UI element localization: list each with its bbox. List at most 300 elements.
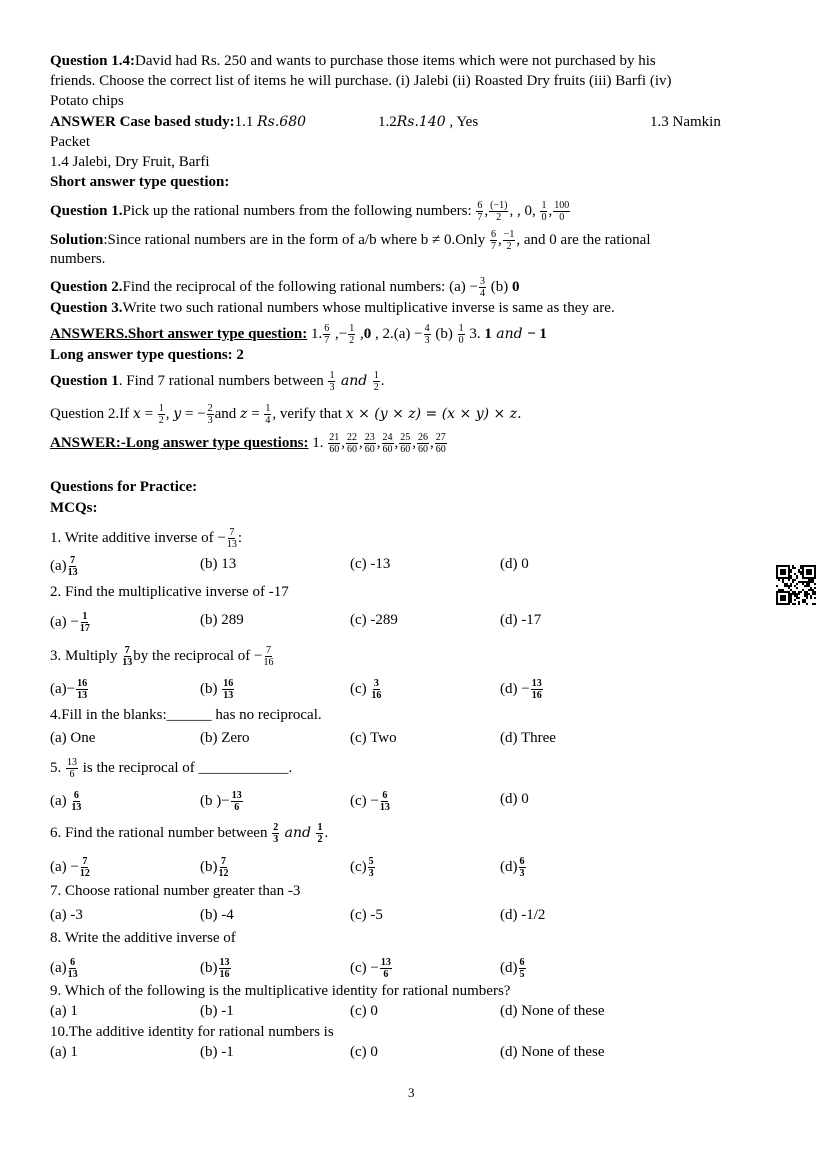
denominator: 4	[265, 415, 271, 426]
fraction	[207, 403, 214, 426]
text: (b)	[200, 680, 222, 697]
fraction	[519, 856, 526, 879]
text-line	[50, 882, 300, 900]
numerator: 1	[82, 611, 88, 622]
denominator: 60	[347, 444, 358, 455]
answer-option	[50, 957, 79, 980]
denominator: 2	[506, 241, 512, 252]
text: 1.	[307, 325, 323, 342]
denominator: 0	[458, 335, 464, 346]
answer-option	[50, 678, 89, 701]
denominator: 13	[77, 690, 88, 701]
text: ,	[165, 405, 174, 422]
text: 3. Multiply	[50, 647, 122, 664]
text: (c) -289	[350, 612, 398, 628]
denominator: 3	[273, 834, 279, 845]
text: numbers.	[50, 251, 106, 267]
fraction	[222, 678, 234, 701]
numerator: 1	[458, 323, 464, 334]
answer-option	[350, 957, 393, 980]
options-row	[50, 790, 770, 812]
fraction	[80, 611, 90, 634]
numerator: 13	[219, 957, 230, 968]
answer-option	[500, 555, 529, 573]
answer-option	[200, 856, 230, 879]
answer-option	[500, 957, 527, 980]
text: (d) None of these	[500, 1044, 605, 1060]
options-row	[50, 611, 770, 633]
bold-text: Long answer type questions: 2	[50, 347, 244, 363]
fraction	[316, 822, 323, 845]
bold-text: Question 3.	[50, 300, 123, 316]
denominator: 17	[79, 623, 90, 634]
numerator: 1	[265, 403, 271, 414]
answer-option	[500, 1043, 605, 1061]
fraction	[68, 555, 78, 578]
denominator: 2	[373, 382, 379, 393]
denominator: 0	[541, 212, 547, 223]
math-text: and	[280, 824, 316, 841]
text: 1.4 Jalebi, Dry Fruit, Barfi	[50, 154, 210, 170]
numerator: 1	[373, 370, 379, 381]
answer-option	[200, 957, 232, 980]
options-row	[50, 906, 770, 928]
text: (a)	[50, 792, 71, 809]
answer-option	[200, 555, 236, 573]
bold-text: Short answer type question:	[50, 174, 230, 190]
answer-option	[200, 611, 244, 629]
math-text: Rs.140	[396, 114, 446, 130]
text: (a) −	[50, 613, 79, 630]
text: (b) 13	[200, 556, 237, 572]
text: (c)	[350, 858, 367, 875]
math-text: x	[132, 405, 141, 422]
answer-item	[50, 113, 306, 131]
text: (c)	[350, 680, 371, 697]
denominator: 2	[317, 834, 323, 845]
numerator: 13	[67, 757, 77, 768]
fraction	[264, 645, 274, 668]
denominator: 5	[519, 969, 525, 980]
text: , 2.(a) −	[371, 325, 423, 342]
text-line	[50, 1023, 334, 1041]
denominator: 60	[400, 444, 411, 455]
fraction	[371, 678, 381, 701]
denominator: 60	[364, 444, 375, 455]
answer-option	[50, 555, 79, 578]
denominator: 16	[263, 657, 274, 668]
fraction	[323, 323, 330, 346]
text-line	[50, 403, 522, 426]
denominator: 7	[324, 335, 330, 346]
text: friends. Choose the correct list of items he will purchase. (i) Jalebi (ii) Roasted Dry fruits (iii) Barfi (iv)	[50, 73, 672, 89]
text: (c) -13	[350, 556, 391, 572]
text: 7. Choose rational number greater than -3	[50, 883, 301, 899]
text: ,	[394, 434, 399, 451]
numerator: 1	[158, 403, 164, 414]
text: (b )−	[200, 792, 230, 809]
numerator: 3	[373, 678, 379, 689]
denominator: 13	[71, 802, 82, 813]
text: 8. Write the additive inverse of	[50, 930, 236, 946]
bold-text: 0	[511, 278, 520, 295]
text-line	[50, 645, 275, 668]
numerator: 6	[519, 957, 525, 968]
answer-option	[500, 906, 545, 924]
answer-option	[200, 1002, 234, 1020]
denominator: 13	[122, 657, 133, 668]
fraction	[479, 276, 486, 299]
text: , , 0,	[509, 202, 540, 219]
bold-text: Question 2.	[50, 278, 123, 295]
fraction	[531, 678, 543, 701]
math-text: Rs.680	[257, 114, 307, 130]
denominator: 60	[435, 444, 446, 455]
numerator: 4	[424, 323, 430, 334]
numerator: 6	[519, 856, 525, 867]
text-line	[50, 822, 328, 845]
answer-option	[50, 790, 82, 813]
answer-option	[50, 1043, 78, 1061]
denominator: 16	[371, 690, 382, 701]
options-row	[50, 555, 770, 577]
text: by the reciprocal of −	[133, 647, 263, 664]
qr-code-icon[interactable]	[776, 565, 816, 605]
denominator: 12	[79, 868, 90, 879]
text-line	[50, 346, 244, 364]
text-line	[50, 370, 384, 393]
text-line	[50, 757, 292, 780]
answer-option	[50, 611, 91, 634]
answer-option	[350, 611, 398, 629]
fraction	[476, 200, 483, 223]
text: (b)	[200, 959, 218, 976]
fraction	[458, 323, 465, 346]
text: 1.3 Namkin	[650, 114, 721, 130]
text: (b)	[431, 325, 457, 342]
text-line	[50, 92, 124, 110]
text: , verify that	[272, 405, 346, 422]
text: (d) Three	[500, 730, 556, 746]
numerator: 16	[77, 678, 88, 689]
numerator: 3	[479, 276, 485, 287]
fraction	[68, 957, 78, 980]
text: Write two such rational numbers whose multiplicative inverse is same as they are.	[122, 300, 615, 316]
math-text: y	[173, 405, 182, 422]
numerator: 13	[231, 790, 242, 801]
numerator: 6	[73, 790, 79, 801]
denominator: 6	[69, 769, 75, 780]
text: 1.	[308, 434, 328, 451]
fraction	[328, 432, 340, 455]
text: (d) -1/2	[500, 907, 546, 923]
bold-text: Question 1	[50, 372, 119, 389]
bold-text: 1	[484, 325, 492, 342]
answer-option	[500, 611, 541, 629]
text: 1.2	[378, 114, 397, 130]
fraction	[219, 957, 231, 980]
answer-option	[50, 856, 91, 879]
denominator: 13	[67, 567, 78, 578]
text: 2. Find the multiplicative inverse of -17	[50, 584, 289, 600]
numerator: 1	[349, 323, 355, 334]
text: (d)	[500, 959, 518, 976]
text: . Find 7 rational numbers between	[118, 372, 328, 389]
text: (b) 289	[200, 612, 244, 628]
text: ,	[430, 434, 434, 451]
numerator: 1	[317, 822, 323, 833]
text-line	[50, 299, 615, 317]
text-line	[50, 432, 448, 455]
denominator: 7	[477, 212, 483, 223]
denominator: 60	[329, 444, 340, 455]
fraction	[503, 229, 516, 252]
text: (b)	[486, 278, 512, 295]
fraction	[417, 432, 429, 455]
fraction	[122, 645, 132, 668]
text: Find the reciprocal of the following rational numbers: (a) −	[122, 278, 478, 295]
text: David had Rs. 250 and wants to purchase those items which were not purchased by his	[135, 53, 656, 69]
numerator: 7	[266, 645, 272, 656]
denominator: 2	[349, 335, 355, 346]
text-line	[50, 982, 510, 1000]
answer-option	[350, 906, 383, 924]
text: ,	[548, 202, 553, 219]
text: ,	[497, 231, 502, 248]
numerator: 7	[70, 555, 76, 566]
text: (d)	[500, 858, 518, 875]
numerator: 16	[223, 678, 234, 689]
fraction	[76, 678, 88, 701]
text: (a) −	[50, 858, 79, 875]
text-line	[50, 583, 289, 601]
options-row	[50, 856, 770, 878]
fraction	[424, 323, 431, 346]
numerator: 7	[82, 856, 88, 867]
answer-option	[500, 678, 544, 701]
fraction	[399, 432, 411, 455]
answer-option	[350, 1043, 378, 1061]
fraction	[66, 757, 78, 780]
text: (d) −	[500, 680, 530, 697]
text: ,	[412, 434, 417, 451]
answer-option	[500, 790, 529, 808]
text: (d) 0	[500, 556, 529, 572]
numerator: −1	[503, 229, 515, 240]
text-line	[50, 706, 322, 724]
denominator: 12	[218, 868, 229, 879]
denominator: 6	[383, 969, 389, 980]
numerator: 1	[541, 200, 547, 211]
options-row	[50, 1002, 770, 1024]
numerator: 6	[477, 200, 483, 211]
text: (a)	[50, 959, 67, 976]
denominator: 3	[519, 868, 525, 879]
answer-option	[350, 555, 390, 573]
options-row	[50, 113, 770, 135]
numerator: 2	[273, 822, 279, 833]
text: .	[380, 372, 385, 389]
text: ,−	[331, 325, 348, 342]
numerator: 6	[382, 790, 388, 801]
denominator: 3	[424, 335, 430, 346]
denominator: 2	[158, 415, 164, 426]
denominator: 3	[207, 415, 213, 426]
text: (a) 1	[50, 1044, 78, 1060]
bold-text: − 1	[527, 325, 547, 342]
fraction	[380, 957, 392, 980]
text: ,	[341, 434, 346, 451]
text: (c) −	[350, 792, 379, 809]
text: (d) -17	[500, 612, 542, 628]
fraction	[264, 403, 271, 426]
answer-option	[200, 1043, 234, 1061]
math-text: and	[491, 325, 528, 342]
numerator: 2	[207, 403, 213, 414]
text: (b) -1	[200, 1003, 234, 1019]
bold-text: ANSWER Case based study:	[50, 114, 235, 130]
text-line	[50, 276, 519, 299]
answer-option	[200, 678, 235, 701]
denominator: 13	[223, 690, 234, 701]
text: ,	[356, 325, 364, 342]
text: = −	[181, 405, 206, 422]
answer-option	[500, 856, 527, 879]
answer-option	[350, 1002, 378, 1020]
denominator: 16	[219, 969, 230, 980]
bold-text: Questions for Practice:	[50, 479, 198, 495]
text: Pick up the rational numbers from the following numbers:	[122, 202, 476, 219]
bold-text: Solution	[50, 231, 104, 248]
text: is the reciprocal of ____________.	[79, 759, 293, 776]
numerator: 26	[418, 432, 429, 443]
text: (b) -1	[200, 1044, 234, 1060]
fraction	[219, 856, 229, 879]
text-line	[50, 323, 547, 346]
numerator: 22	[347, 432, 358, 443]
text: 6. Find the rational number between	[50, 824, 272, 841]
numerator: 6	[324, 323, 330, 334]
text: 10.The additive identity for rational numbers is	[50, 1024, 334, 1040]
answer-option	[350, 790, 391, 813]
numerator: 7	[229, 527, 235, 538]
answer-option	[200, 729, 250, 747]
bold-text: Question 1.4:	[50, 53, 136, 69]
numerator: 6	[490, 229, 496, 240]
numerator: 7	[124, 645, 130, 656]
text-line	[50, 499, 98, 517]
text: Potato chips	[50, 93, 124, 109]
text-line	[50, 72, 672, 90]
denominator: 13	[67, 969, 78, 980]
text: (a) 1	[50, 1003, 78, 1019]
numerator: 23	[364, 432, 375, 443]
text: (b) Zero	[200, 730, 250, 746]
numerator: 27	[435, 432, 446, 443]
text: (a)−	[50, 680, 76, 697]
denominator: 0	[559, 212, 565, 223]
answer-option	[350, 856, 376, 879]
text-line	[50, 173, 229, 191]
text-line	[50, 250, 105, 268]
numerator: 5	[368, 856, 374, 867]
text: ,	[484, 202, 489, 219]
fraction	[346, 432, 358, 455]
text-line	[50, 153, 210, 171]
math-text: x × (y × z) = (x × y) × z.	[345, 405, 522, 422]
text: 3.	[465, 325, 485, 342]
bold-text: MCQs:	[50, 500, 98, 516]
text: , and 0 are the rational	[516, 231, 651, 248]
text: (a)	[50, 557, 67, 574]
fraction	[380, 790, 390, 813]
text: (d) 0	[500, 791, 529, 807]
text: 4.Fill in the blanks:______ has no reciprocal.	[50, 707, 322, 723]
bold-text: 0	[363, 325, 372, 342]
fraction	[490, 229, 497, 252]
text: :Since rational numbers are in the form of a/b where b ≠ 0.Only	[103, 231, 489, 248]
text: (a) One	[50, 730, 96, 746]
denominator: 60	[418, 444, 429, 455]
denominator: 60	[382, 444, 393, 455]
answer-option	[50, 729, 95, 747]
text: 9. Which of the following is the multiplicative identity for rational numbers?	[50, 983, 511, 999]
fraction	[231, 790, 243, 813]
numerator: 13	[531, 678, 542, 689]
denominator: 4	[479, 288, 485, 299]
answer-option	[200, 906, 234, 924]
fraction	[489, 200, 508, 223]
text: .	[324, 824, 329, 841]
section-heading: ANSWER:-Long answer type questions:	[50, 434, 309, 451]
answer-option	[500, 729, 556, 747]
numerator: 1	[329, 370, 335, 381]
numerator: 6	[70, 957, 76, 968]
text: 1. Write additive inverse of −	[50, 529, 226, 546]
text-line	[50, 200, 571, 223]
text: , Yes	[445, 114, 479, 130]
text: :	[237, 529, 243, 546]
math-text: and	[336, 372, 372, 389]
text: Question 2.If	[50, 405, 133, 422]
text: =	[247, 405, 264, 422]
text-line	[50, 527, 242, 550]
text: (c) 0	[350, 1044, 378, 1060]
fraction	[368, 856, 375, 879]
answer-item	[650, 113, 721, 131]
text: =	[140, 405, 157, 422]
denominator: 3	[368, 868, 374, 879]
fraction	[158, 403, 165, 426]
numerator: 25	[400, 432, 411, 443]
text: (d) None of these	[500, 1003, 605, 1019]
math-text: z	[240, 405, 248, 422]
text: (c) Two	[350, 730, 397, 746]
fraction	[382, 432, 394, 455]
text-line	[50, 133, 90, 151]
bold-text: Question 1.	[50, 202, 123, 219]
text: (c) -5	[350, 907, 383, 923]
numerator: 100	[554, 200, 570, 211]
options-row	[50, 678, 770, 700]
denominator: 16	[531, 690, 542, 701]
text-line	[50, 478, 197, 496]
fraction	[348, 323, 355, 346]
fraction	[553, 200, 570, 223]
answer-option	[50, 906, 83, 924]
text: (c) −	[350, 959, 379, 976]
text-line	[50, 929, 236, 947]
